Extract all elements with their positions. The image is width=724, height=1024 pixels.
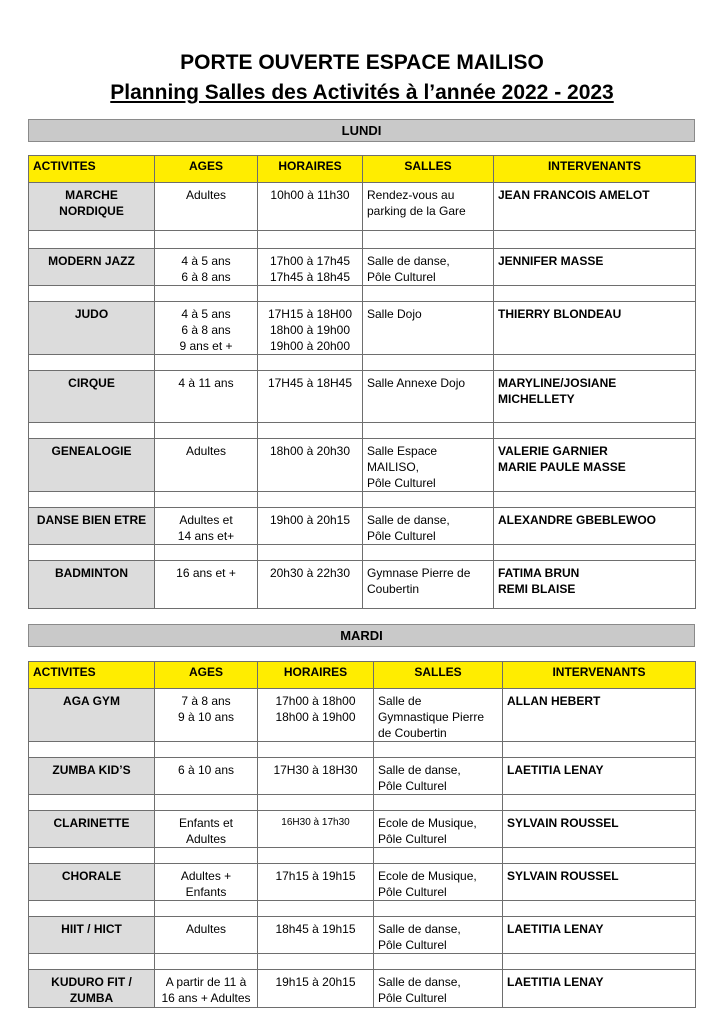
horaires-cell: 17H45 à 18H45 <box>258 371 363 423</box>
intervenants-cell: THIERRY BLONDEAU <box>494 302 696 355</box>
spacer-cell <box>374 954 503 970</box>
salles-cell: Salle Dojo <box>363 302 494 355</box>
ages-cell: Adultes <box>155 183 258 231</box>
table-row <box>29 917 696 954</box>
intervenants-cell: VALERIE GARNIER MARIE PAULE MASSE <box>494 439 696 492</box>
spacer-cell <box>29 545 155 561</box>
spacer-cell <box>258 545 363 561</box>
spacer-row <box>29 954 696 970</box>
spacer-cell <box>155 355 258 371</box>
salles-cell: Salle de danse, Pôle Culturel <box>374 970 503 1008</box>
header-intervenants: INTERVENANTS <box>494 156 696 183</box>
ages-cell: Adultes <box>155 917 258 954</box>
spacer-cell <box>29 795 155 811</box>
table-row <box>29 864 696 901</box>
spacer-cell <box>503 742 696 758</box>
schedule-body-mardi <box>29 662 696 1008</box>
spacer-cell <box>374 742 503 758</box>
ages-cell: 7 à 8 ans 9 à 10 ans <box>155 689 258 742</box>
header-activites: ACTIVITES <box>29 156 155 183</box>
spacer-cell <box>155 742 258 758</box>
spacer-cell <box>155 286 258 302</box>
ages-cell: 4 à 11 ans <box>155 371 258 423</box>
spacer-row <box>29 423 696 439</box>
header-activites: ACTIVITES <box>29 662 155 689</box>
spacer-row <box>29 492 696 508</box>
table-header-row <box>29 662 696 689</box>
horaires-cell: 17h15 à 19h15 <box>258 864 374 901</box>
activity-cell: BADMINTON <box>29 561 155 609</box>
spacer-cell <box>29 848 155 864</box>
spacer-cell <box>503 954 696 970</box>
activity-cell: GENEALOGIE <box>29 439 155 492</box>
spacer-cell <box>494 423 696 439</box>
ages-cell: 6 à 10 ans <box>155 758 258 795</box>
spacer-cell <box>374 848 503 864</box>
spacer-cell <box>363 545 494 561</box>
activity-cell: MARCHE NORDIQUE <box>29 183 155 231</box>
day-header-lundi: LUNDI <box>28 119 695 142</box>
ages-cell: Enfants et Adultes <box>155 811 258 848</box>
horaires-cell: 19h15 à 20h15 <box>258 970 374 1008</box>
intervenants-cell: LAETITIA LENAY <box>503 970 696 1008</box>
spacer-row <box>29 848 696 864</box>
spacer-cell <box>155 901 258 917</box>
horaires-cell: 19h00 à 20h15 <box>258 508 363 545</box>
spacer-row <box>29 545 696 561</box>
activity-cell: AGA GYM <box>29 689 155 742</box>
spacer-cell <box>503 848 696 864</box>
horaires-cell: 16H30 à 17h30 <box>258 811 374 848</box>
spacer-cell <box>494 286 696 302</box>
activity-cell: DANSE BIEN ETRE <box>29 508 155 545</box>
spacer-row <box>29 286 696 302</box>
spacer-cell <box>258 795 374 811</box>
table-row <box>29 758 696 795</box>
spacer-cell <box>155 492 258 508</box>
activity-cell: MODERN JAZZ <box>29 249 155 286</box>
spacer-cell <box>494 231 696 249</box>
spacer-cell <box>258 742 374 758</box>
ages-cell: A partir de 11 à 16 ans + Adultes <box>155 970 258 1008</box>
table-row <box>29 970 696 1008</box>
spacer-cell <box>363 355 494 371</box>
intervenants-cell: ALLAN HEBERT <box>503 689 696 742</box>
spacer-cell <box>155 795 258 811</box>
header-salles: SALLES <box>363 156 494 183</box>
spacer-cell <box>155 545 258 561</box>
table-row <box>29 439 696 492</box>
activity-cell: CHORALE <box>29 864 155 901</box>
header-horaires: HORAIRES <box>258 662 374 689</box>
day-header-mardi: MARDI <box>28 624 695 647</box>
salles-cell: Gymnase Pierre de Coubertin <box>363 561 494 609</box>
ages-cell: Adultes + Enfants <box>155 864 258 901</box>
intervenants-cell: ALEXANDRE GBEBLEWOO <box>494 508 696 545</box>
horaires-cell: 10h00 à 11h30 <box>258 183 363 231</box>
salles-cell: Salle de danse, Pôle Culturel <box>363 508 494 545</box>
spacer-row <box>29 795 696 811</box>
table-row <box>29 249 696 286</box>
page-title: PORTE OUVERTE ESPACE MAILISO <box>180 51 544 74</box>
activity-cell: CIRQUE <box>29 371 155 423</box>
page-subtitle: Planning Salles des Activités à l’année 2022 - 2023 <box>110 81 614 104</box>
activity-cell: JUDO <box>29 302 155 355</box>
salles-cell: Ecole de Musique, Pôle Culturel <box>374 811 503 848</box>
schedule-body-lundi <box>29 156 696 609</box>
salles-cell: Salle de danse, Pôle Culturel <box>374 758 503 795</box>
table-row <box>29 371 696 423</box>
spacer-cell <box>258 231 363 249</box>
table-row <box>29 183 696 231</box>
header-ages: AGES <box>155 662 258 689</box>
salles-cell: Salle Espace MAILISO, Pôle Culturel <box>363 439 494 492</box>
salles-cell: Salle de Gymnastique Pierre de Coubertin <box>374 689 503 742</box>
salles-cell: Ecole de Musique, Pôle Culturel <box>374 864 503 901</box>
intervenants-cell: LAETITIA LENAY <box>503 917 696 954</box>
spacer-cell <box>29 901 155 917</box>
header-ages: AGES <box>155 156 258 183</box>
intervenants-cell: SYLVAIN ROUSSEL <box>503 864 696 901</box>
spacer-cell <box>29 954 155 970</box>
spacer-cell <box>494 355 696 371</box>
activity-cell: KUDURO FIT / ZUMBA <box>29 970 155 1008</box>
spacer-cell <box>258 423 363 439</box>
horaires-cell: 18h00 à 20h30 <box>258 439 363 492</box>
salles-cell: Salle de danse, Pôle Culturel <box>363 249 494 286</box>
table-header-row <box>29 156 696 183</box>
ages-cell: Adultes <box>155 439 258 492</box>
horaires-cell: 20h30 à 22h30 <box>258 561 363 609</box>
spacer-cell <box>155 954 258 970</box>
ages-cell: Adultes et 14 ans et+ <box>155 508 258 545</box>
table-row <box>29 689 696 742</box>
table-row <box>29 302 696 355</box>
spacer-cell <box>155 848 258 864</box>
spacer-cell <box>363 423 494 439</box>
salles-cell: Rendez-vous au parking de la Gare <box>363 183 494 231</box>
spacer-cell <box>258 848 374 864</box>
schedule-table-mardi <box>28 661 696 1008</box>
spacer-cell <box>374 901 503 917</box>
horaires-cell: 17H30 à 18H30 <box>258 758 374 795</box>
table-row <box>29 561 696 609</box>
spacer-row <box>29 742 696 758</box>
spacer-cell <box>29 231 155 249</box>
table-row <box>29 508 696 545</box>
spacer-row <box>29 355 696 371</box>
activity-cell: ZUMBA KID’S <box>29 758 155 795</box>
header-horaires: HORAIRES <box>258 156 363 183</box>
ages-cell: 4 à 5 ans 6 à 8 ans <box>155 249 258 286</box>
spacer-row <box>29 231 696 249</box>
spacer-cell <box>29 286 155 302</box>
spacer-cell <box>363 231 494 249</box>
spacer-cell <box>363 492 494 508</box>
salles-cell: Salle Annexe Dojo <box>363 371 494 423</box>
spacer-cell <box>258 954 374 970</box>
intervenants-cell: JENNIFER MASSE <box>494 249 696 286</box>
horaires-cell: 17H15 à 18H00 18h00 à 19h00 19h00 à 20h00 <box>258 302 363 355</box>
horaires-cell: 17h00 à 18h00 18h00 à 19h00 <box>258 689 374 742</box>
intervenants-cell: JEAN FRANCOIS AMELOT <box>494 183 696 231</box>
ages-cell: 16 ans et + <box>155 561 258 609</box>
spacer-cell <box>258 492 363 508</box>
schedule-table-lundi <box>28 155 696 609</box>
spacer-cell <box>29 492 155 508</box>
spacer-row <box>29 901 696 917</box>
spacer-cell <box>258 286 363 302</box>
spacer-cell <box>29 423 155 439</box>
spacer-cell <box>503 901 696 917</box>
intervenants-cell: FATIMA BRUN REMI BLAISE <box>494 561 696 609</box>
spacer-cell <box>155 423 258 439</box>
spacer-cell <box>258 901 374 917</box>
activity-cell: CLARINETTE <box>29 811 155 848</box>
table-row <box>29 811 696 848</box>
spacer-cell <box>29 742 155 758</box>
horaires-cell: 18h45 à 19h15 <box>258 917 374 954</box>
spacer-cell <box>258 355 363 371</box>
intervenants-cell: MARYLINE/JOSIANE MICHELLETY <box>494 371 696 423</box>
spacer-cell <box>155 231 258 249</box>
spacer-cell <box>374 795 503 811</box>
spacer-cell <box>503 795 696 811</box>
spacer-cell <box>29 355 155 371</box>
horaires-cell: 17h00 à 17h45 17h45 à 18h45 <box>258 249 363 286</box>
header-salles: SALLES <box>374 662 503 689</box>
activity-cell: HIIT / HICT <box>29 917 155 954</box>
header-intervenants: INTERVENANTS <box>503 662 696 689</box>
salles-cell: Salle de danse, Pôle Culturel <box>374 917 503 954</box>
ages-cell: 4 à 5 ans 6 à 8 ans 9 ans et + <box>155 302 258 355</box>
spacer-cell <box>494 545 696 561</box>
spacer-cell <box>363 286 494 302</box>
intervenants-cell: LAETITIA LENAY <box>503 758 696 795</box>
intervenants-cell: SYLVAIN ROUSSEL <box>503 811 696 848</box>
spacer-cell <box>494 492 696 508</box>
